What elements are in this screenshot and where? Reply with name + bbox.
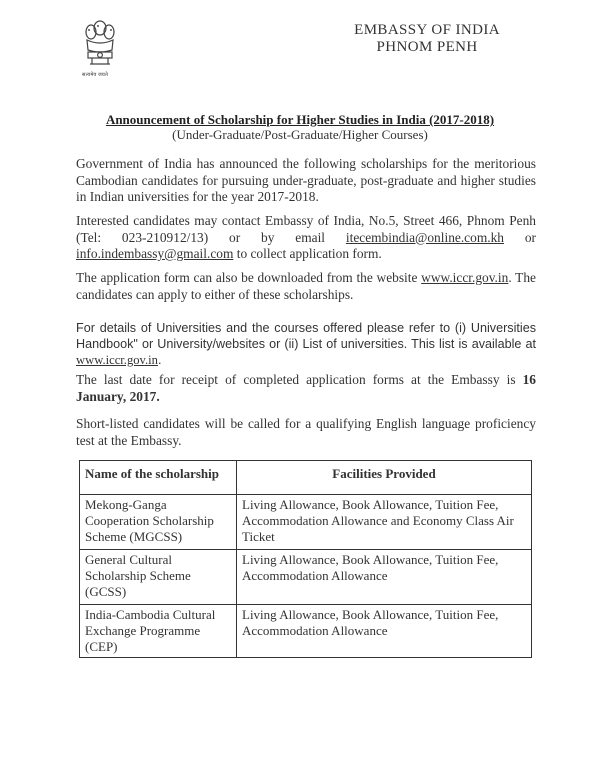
- universities-tail: .: [157, 353, 162, 367]
- scholarship-table: [79, 460, 532, 658]
- download-tail: . The candidates can apply to either of these scholarships.: [76, 270, 536, 302]
- shortlist-paragraph: Short-listed candidates will be called for a qualifying English language proficiency test at the Embassy.: [76, 416, 536, 448]
- iccr-website-link[interactable]: www.iccr.gov.in: [421, 270, 509, 285]
- org-name: EMBASSY OF INDIA: [354, 22, 500, 38]
- download-paragraph: [76, 270, 536, 303]
- scholarship-facilities: Living Allowance, Book Allowance, Tuition Fee, Accommodation Allowance: [237, 550, 532, 605]
- table-row: [80, 550, 532, 605]
- scholarship-name: General Cultural Scholarship Scheme (GCSS): [80, 550, 237, 605]
- intro-paragraph: Government of India has announced the following scholarships for the meritorious Cambodian candidates for pursuing under-graduate, post-graduate and higher studies in Indian universities for the year 2017-2018.: [76, 156, 536, 204]
- scholarship-facilities: Living Allowance, Book Allowance, Tuition Fee, Accommodation Allowance and Economy Class Air Ticket: [237, 495, 532, 550]
- table-header-row: [80, 461, 532, 495]
- scholarship-name: Mekong-Ganga Cooperation Scholarship Scheme (MGCSS): [80, 495, 237, 550]
- table-row: [80, 605, 532, 658]
- deadline-paragraph: [76, 372, 536, 405]
- deadline-date: 16 January, 2017.: [76, 372, 536, 404]
- download-text: The application form can also be downloaded from the website: [76, 270, 422, 285]
- scholarship-facilities: Living Allowance, Book Allowance, Tuition Fee, Accommodation Allowance: [237, 605, 532, 658]
- contact-tail: to collect application form.: [233, 246, 382, 261]
- page-title: Announcement of Scholarship for Higher Studies in India (2017-2018): [105, 112, 495, 127]
- email-link-info[interactable]: info.indembassy@gmail.com: [76, 246, 234, 261]
- universities-text: For details of Universities and the courses offered please refer to (i) Universities Handbook" or University/websites or (ii) List of universities. This list is available at: [76, 321, 536, 351]
- contact-paragraph: [76, 213, 536, 263]
- contact-or: or: [503, 229, 536, 245]
- scholarship-name: India-Cambodia Cultural Exchange Programme (CEP): [80, 605, 237, 658]
- contact-text: Interested candidates may contact Embassy of India, No.5, Street 466, Phnom Penh (Tel: 023-210912/13) or by email: [76, 213, 536, 245]
- table-row: [80, 495, 532, 550]
- emblem-motto: सत्यमेव जयते: [82, 73, 109, 78]
- column-header-facilities: Facilities Provided: [237, 461, 532, 495]
- org-city: PHNOM PENH: [376, 39, 478, 55]
- deadline-text: The last date for receipt of completed application forms at the Embassy is: [76, 372, 523, 387]
- iccr-website-link-2[interactable]: www.iccr.gov.in: [76, 353, 158, 367]
- column-header-name: Name of the scholarship: [80, 461, 237, 495]
- national-emblem-icon: [80, 16, 120, 76]
- universities-paragraph: [76, 320, 536, 368]
- letterhead: [354, 22, 500, 56]
- page-subtitle: (Under-Graduate/Post-Graduate/Higher Courses): [172, 127, 428, 142]
- email-link-itec[interactable]: itecembindia@online.com.kh: [345, 229, 504, 245]
